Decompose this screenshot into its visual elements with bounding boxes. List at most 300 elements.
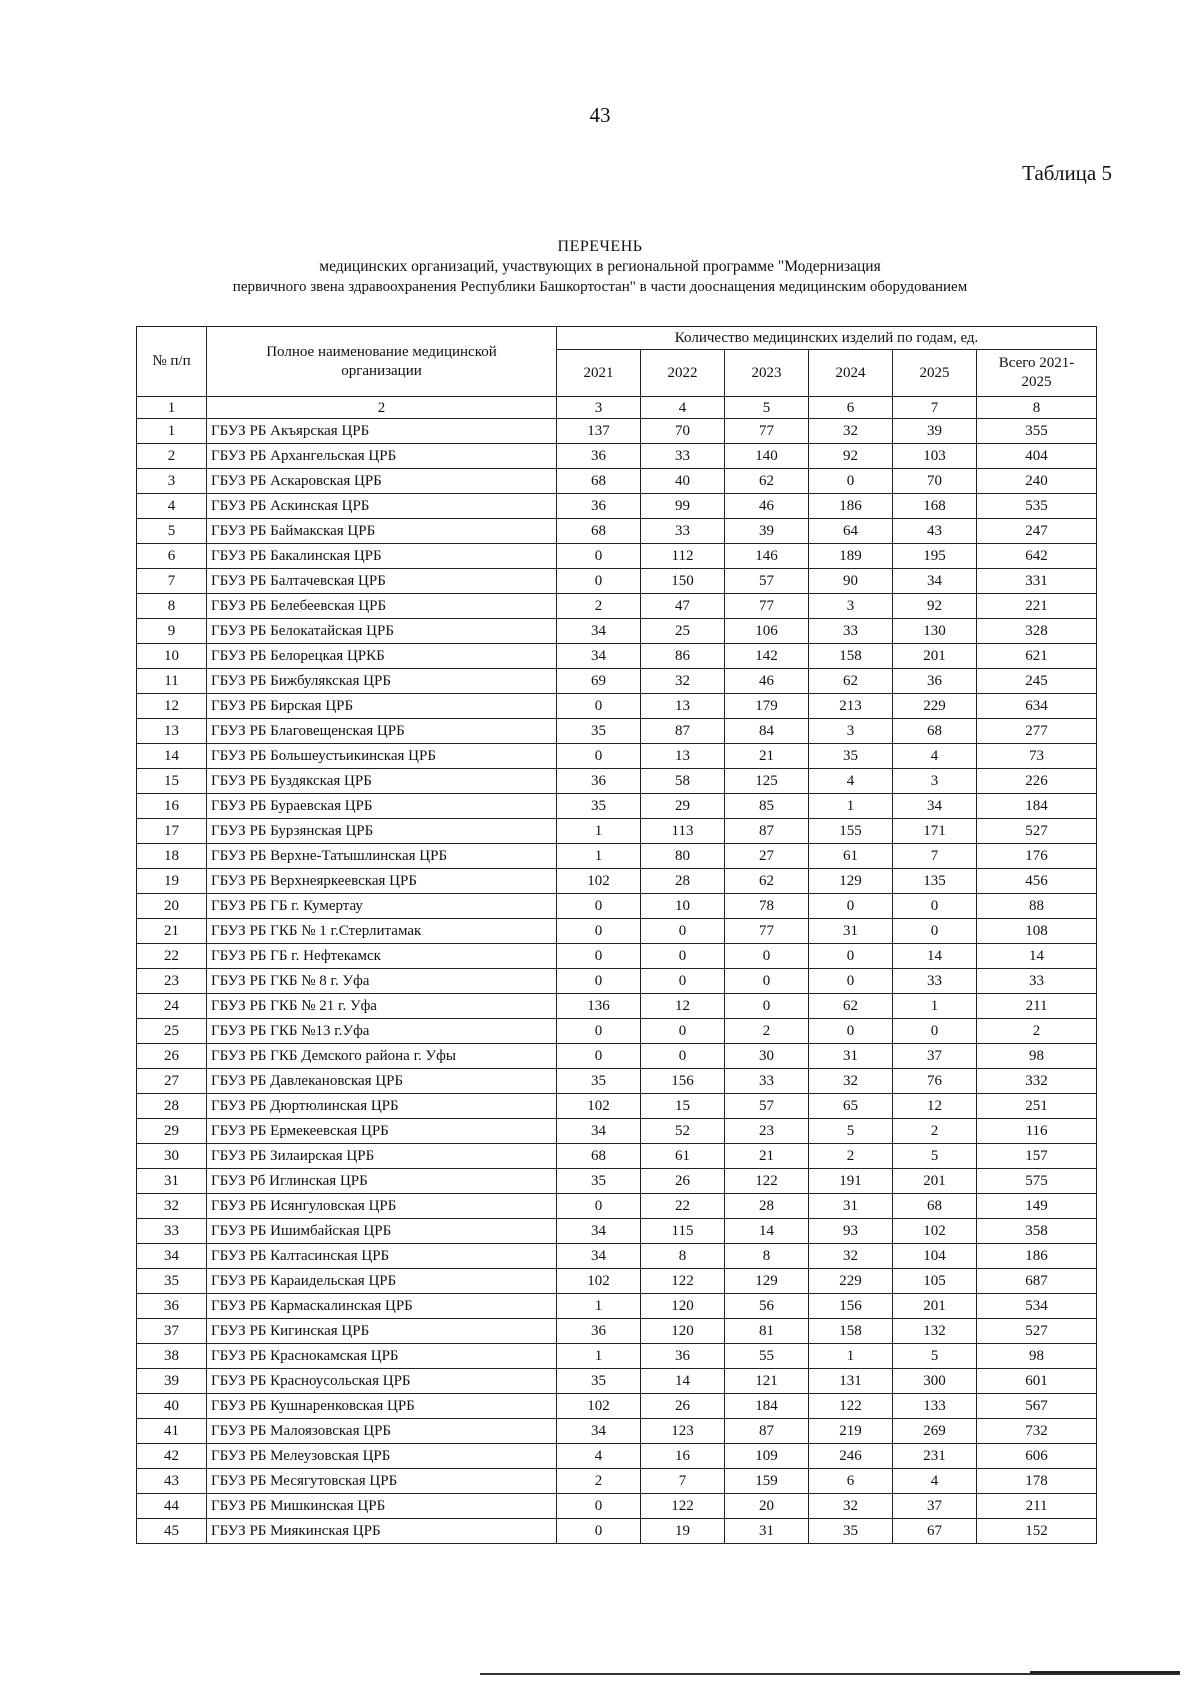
row-number: 37 [137, 1319, 207, 1344]
value-2023: 121 [725, 1369, 809, 1394]
value-2023: 2 [725, 1019, 809, 1044]
value-2023: 109 [725, 1444, 809, 1469]
value-2022: 58 [641, 769, 725, 794]
table-row [137, 544, 1097, 569]
table-row [137, 1119, 1097, 1144]
table-row [137, 1369, 1097, 1394]
header-total: Всего 2021-2025 [977, 350, 1097, 397]
value-2022: 32 [641, 669, 725, 694]
value-2025: 3 [893, 769, 977, 794]
row-number: 19 [137, 869, 207, 894]
column-number: 4 [641, 397, 725, 419]
header-year-2025: 2025 [893, 350, 977, 397]
table-row [137, 1444, 1097, 1469]
value-2022: 36 [641, 1344, 725, 1369]
value-2025: 229 [893, 694, 977, 719]
value-2024: 189 [809, 544, 893, 569]
row-number: 7 [137, 569, 207, 594]
value-2023: 0 [725, 944, 809, 969]
value-2022: 70 [641, 419, 725, 444]
value-2021: 2 [557, 1469, 641, 1494]
value-total: 2 [977, 1019, 1097, 1044]
row-number: 13 [137, 719, 207, 744]
value-2025: 12 [893, 1094, 977, 1119]
value-2021: 136 [557, 994, 641, 1019]
header-year-2021: 2021 [557, 350, 641, 397]
value-total: 404 [977, 444, 1097, 469]
value-2021: 2 [557, 594, 641, 619]
column-number: 3 [557, 397, 641, 419]
value-2021: 36 [557, 494, 641, 519]
value-2022: 15 [641, 1094, 725, 1119]
value-2022: 150 [641, 569, 725, 594]
value-total: 226 [977, 769, 1097, 794]
value-total: 732 [977, 1419, 1097, 1444]
value-2025: 5 [893, 1144, 977, 1169]
heading-line-2: медицинских организаций, участвующих в региональной программе "Модернизация [319, 258, 881, 275]
value-2025: 1 [893, 994, 977, 1019]
value-2025: 14 [893, 944, 977, 969]
organization-name: ГБУЗ РБ Мелеузовская ЦРБ [207, 1444, 557, 1469]
value-2023: 179 [725, 694, 809, 719]
table-row [137, 1044, 1097, 1069]
value-2021: 35 [557, 1369, 641, 1394]
value-2025: 130 [893, 619, 977, 644]
header-name: Полное наименование медицинской организации [207, 327, 557, 397]
row-number: 16 [137, 794, 207, 819]
value-2024: 1 [809, 1344, 893, 1369]
row-number: 25 [137, 1019, 207, 1044]
value-2023: 21 [725, 1144, 809, 1169]
value-2022: 22 [641, 1194, 725, 1219]
value-total: 567 [977, 1394, 1097, 1419]
table-row [137, 1294, 1097, 1319]
value-total: 332 [977, 1069, 1097, 1094]
value-2022: 99 [641, 494, 725, 519]
value-2024: 0 [809, 969, 893, 994]
value-2022: 28 [641, 869, 725, 894]
value-2023: 14 [725, 1219, 809, 1244]
value-2025: 70 [893, 469, 977, 494]
table-row [137, 1144, 1097, 1169]
row-number: 45 [137, 1519, 207, 1544]
row-number: 38 [137, 1344, 207, 1369]
value-2024: 1 [809, 794, 893, 819]
value-2021: 0 [557, 1044, 641, 1069]
value-2025: 36 [893, 669, 977, 694]
value-2024: 32 [809, 1069, 893, 1094]
value-2021: 0 [557, 694, 641, 719]
value-total: 157 [977, 1144, 1097, 1169]
value-2023: 81 [725, 1319, 809, 1344]
value-total: 575 [977, 1169, 1097, 1194]
value-2023: 8 [725, 1244, 809, 1269]
value-2025: 201 [893, 1169, 977, 1194]
value-total: 527 [977, 1319, 1097, 1344]
value-2024: 4 [809, 769, 893, 794]
row-number: 12 [137, 694, 207, 719]
value-2025: 7 [893, 844, 977, 869]
value-2021: 0 [557, 544, 641, 569]
value-total: 211 [977, 1494, 1097, 1519]
value-2025: 103 [893, 444, 977, 469]
value-2025: 2 [893, 1119, 977, 1144]
value-2024: 31 [809, 1044, 893, 1069]
value-2025: 0 [893, 894, 977, 919]
table-row [137, 744, 1097, 769]
value-2023: 77 [725, 419, 809, 444]
value-2023: 21 [725, 744, 809, 769]
value-2023: 62 [725, 869, 809, 894]
organization-name: ГБУЗ РБ ГКБ № 21 г. Уфа [207, 994, 557, 1019]
table-row [137, 1244, 1097, 1269]
value-2022: 26 [641, 1169, 725, 1194]
value-2021: 0 [557, 1194, 641, 1219]
value-2021: 68 [557, 469, 641, 494]
organization-name: ГБУЗ РБ Бирская ЦРБ [207, 694, 557, 719]
table-row [137, 569, 1097, 594]
header-year-2023: 2023 [725, 350, 809, 397]
value-2024: 213 [809, 694, 893, 719]
row-number: 20 [137, 894, 207, 919]
table-row [137, 644, 1097, 669]
value-2021: 1 [557, 844, 641, 869]
value-total: 33 [977, 969, 1097, 994]
value-total: 176 [977, 844, 1097, 869]
value-2023: 159 [725, 1469, 809, 1494]
value-total: 355 [977, 419, 1097, 444]
organization-name: ГБУЗ РБ Балтачевская ЦРБ [207, 569, 557, 594]
value-2023: 146 [725, 544, 809, 569]
table-row [137, 469, 1097, 494]
value-total: 73 [977, 744, 1097, 769]
value-2023: 184 [725, 1394, 809, 1419]
value-2025: 269 [893, 1419, 977, 1444]
value-2024: 158 [809, 644, 893, 669]
value-total: 277 [977, 719, 1097, 744]
value-2025: 67 [893, 1519, 977, 1544]
value-2022: 0 [641, 1019, 725, 1044]
value-2025: 37 [893, 1044, 977, 1069]
value-2021: 0 [557, 569, 641, 594]
column-number: 8 [977, 397, 1097, 419]
value-2024: 186 [809, 494, 893, 519]
value-2021: 1 [557, 819, 641, 844]
value-2024: 31 [809, 1194, 893, 1219]
row-number: 28 [137, 1094, 207, 1119]
organization-name: ГБУЗ РБ Аскаровская ЦРБ [207, 469, 557, 494]
organization-name: ГБУЗ РБ ГКБ Демского района г. Уфы [207, 1044, 557, 1069]
table-row [137, 1519, 1097, 1544]
value-2025: 195 [893, 544, 977, 569]
value-2024: 3 [809, 719, 893, 744]
value-2021: 34 [557, 644, 641, 669]
value-2021: 0 [557, 1494, 641, 1519]
table-row [137, 1319, 1097, 1344]
value-2024: 229 [809, 1269, 893, 1294]
table-row [137, 1219, 1097, 1244]
value-2022: 29 [641, 794, 725, 819]
value-2024: 5 [809, 1119, 893, 1144]
value-2023: 46 [725, 494, 809, 519]
organization-name: ГБУЗ РБ Давлекановская ЦРБ [207, 1069, 557, 1094]
organization-name: ГБУЗ РБ Белорецкая ЦРКБ [207, 644, 557, 669]
value-2025: 4 [893, 1469, 977, 1494]
value-2023: 56 [725, 1294, 809, 1319]
value-2022: 0 [641, 919, 725, 944]
value-2023: 31 [725, 1519, 809, 1544]
table-body [137, 419, 1097, 1544]
value-total: 328 [977, 619, 1097, 644]
value-2022: 26 [641, 1394, 725, 1419]
table-row [137, 619, 1097, 644]
value-2024: 191 [809, 1169, 893, 1194]
organization-name: ГБУЗ РБ Красноусольская ЦРБ [207, 1369, 557, 1394]
value-2025: 68 [893, 1194, 977, 1219]
page-number: 43 [589, 103, 611, 127]
organization-name: ГБУЗ РБ Акъярская ЦРБ [207, 419, 557, 444]
value-2021: 0 [557, 969, 641, 994]
value-2025: 135 [893, 869, 977, 894]
table-row [137, 1194, 1097, 1219]
value-total: 642 [977, 544, 1097, 569]
organization-name: ГБУЗ РБ Караидельская ЦРБ [207, 1269, 557, 1294]
value-2023: 77 [725, 919, 809, 944]
row-number: 8 [137, 594, 207, 619]
value-2022: 25 [641, 619, 725, 644]
organization-name: ГБУЗ РБ ГКБ № 1 г.Стерлитамак [207, 919, 557, 944]
organization-name: ГБУЗ РБ Буздякская ЦРБ [207, 769, 557, 794]
value-2021: 102 [557, 1394, 641, 1419]
value-2021: 36 [557, 1319, 641, 1344]
value-2022: 40 [641, 469, 725, 494]
value-2022: 52 [641, 1119, 725, 1144]
row-number: 1 [137, 419, 207, 444]
value-total: 186 [977, 1244, 1097, 1269]
value-2025: 37 [893, 1494, 977, 1519]
value-2024: 61 [809, 844, 893, 869]
value-2024: 62 [809, 994, 893, 1019]
value-2021: 69 [557, 669, 641, 694]
value-total: 98 [977, 1044, 1097, 1069]
row-number: 4 [137, 494, 207, 519]
value-total: 116 [977, 1119, 1097, 1144]
value-2023: 87 [725, 819, 809, 844]
value-2022: 0 [641, 969, 725, 994]
organization-name: ГБУЗ РБ Краснокамская ЦРБ [207, 1344, 557, 1369]
table-row [137, 819, 1097, 844]
table-row [137, 1344, 1097, 1369]
value-2024: 156 [809, 1294, 893, 1319]
value-2023: 20 [725, 1494, 809, 1519]
value-2024: 33 [809, 619, 893, 644]
organization-name: ГБУЗ РБ Исянгуловская ЦРБ [207, 1194, 557, 1219]
value-2024: 246 [809, 1444, 893, 1469]
table-label: Таблица 5 [1022, 161, 1112, 185]
organization-name: ГБУЗ Рб Иглинская ЦРБ [207, 1169, 557, 1194]
row-number: 34 [137, 1244, 207, 1269]
value-2024: 32 [809, 1244, 893, 1269]
value-2021: 36 [557, 444, 641, 469]
value-2023: 23 [725, 1119, 809, 1144]
value-2022: 122 [641, 1494, 725, 1519]
value-total: 211 [977, 994, 1097, 1019]
value-2024: 92 [809, 444, 893, 469]
value-total: 527 [977, 819, 1097, 844]
footer-rule-thick [1030, 1671, 1180, 1674]
value-2023: 33 [725, 1069, 809, 1094]
row-number: 22 [137, 944, 207, 969]
row-number: 26 [137, 1044, 207, 1069]
table-row [137, 1469, 1097, 1494]
organization-name: ГБУЗ РБ Кигинская ЦРБ [207, 1319, 557, 1344]
value-total: 14 [977, 944, 1097, 969]
value-2022: 7 [641, 1469, 725, 1494]
value-2023: 0 [725, 969, 809, 994]
value-2023: 57 [725, 1094, 809, 1119]
value-2021: 1 [557, 1344, 641, 1369]
table-row [137, 494, 1097, 519]
table-row [137, 969, 1097, 994]
value-2022: 19 [641, 1519, 725, 1544]
table-row [137, 944, 1097, 969]
table-row [137, 919, 1097, 944]
organization-name: ГБУЗ РБ Мишкинская ЦРБ [207, 1494, 557, 1519]
value-2021: 34 [557, 1219, 641, 1244]
value-2023: 39 [725, 519, 809, 544]
row-number: 23 [137, 969, 207, 994]
row-number: 36 [137, 1294, 207, 1319]
value-2022: 80 [641, 844, 725, 869]
value-2021: 102 [557, 1094, 641, 1119]
value-2023: 140 [725, 444, 809, 469]
value-2023: 28 [725, 1194, 809, 1219]
row-number: 9 [137, 619, 207, 644]
value-2025: 105 [893, 1269, 977, 1294]
value-2025: 34 [893, 794, 977, 819]
value-2021: 35 [557, 794, 641, 819]
value-2022: 113 [641, 819, 725, 844]
value-2022: 112 [641, 544, 725, 569]
value-2024: 0 [809, 894, 893, 919]
value-total: 456 [977, 869, 1097, 894]
row-number: 27 [137, 1069, 207, 1094]
organization-name: ГБУЗ РБ Бураевская ЦРБ [207, 794, 557, 819]
value-total: 247 [977, 519, 1097, 544]
value-2022: 120 [641, 1294, 725, 1319]
organization-name: ГБУЗ РБ Большеустьикинская ЦРБ [207, 744, 557, 769]
value-2024: 32 [809, 1494, 893, 1519]
value-total: 251 [977, 1094, 1097, 1119]
table-row [137, 1169, 1097, 1194]
value-2021: 35 [557, 1169, 641, 1194]
value-2023: 122 [725, 1169, 809, 1194]
value-2021: 35 [557, 719, 641, 744]
value-total: 601 [977, 1369, 1097, 1394]
value-2021: 4 [557, 1444, 641, 1469]
value-2023: 87 [725, 1419, 809, 1444]
value-2024: 158 [809, 1319, 893, 1344]
value-total: 98 [977, 1344, 1097, 1369]
value-2023: 62 [725, 469, 809, 494]
organization-name: ГБУЗ РБ Аскинская ЦРБ [207, 494, 557, 519]
value-2024: 122 [809, 1394, 893, 1419]
organization-name: ГБУЗ РБ Ишимбайская ЦРБ [207, 1219, 557, 1244]
table-row [137, 669, 1097, 694]
column-number: 5 [725, 397, 809, 419]
value-2023: 46 [725, 669, 809, 694]
organization-name: ГБУЗ РБ Дюртюлинская ЦРБ [207, 1094, 557, 1119]
value-2025: 0 [893, 919, 977, 944]
value-total: 358 [977, 1219, 1097, 1244]
row-number: 5 [137, 519, 207, 544]
value-2021: 0 [557, 744, 641, 769]
row-number: 6 [137, 544, 207, 569]
table-row [137, 769, 1097, 794]
value-2025: 76 [893, 1069, 977, 1094]
value-total: 606 [977, 1444, 1097, 1469]
value-2025: 104 [893, 1244, 977, 1269]
value-2024: 62 [809, 669, 893, 694]
value-total: 245 [977, 669, 1097, 694]
value-total: 534 [977, 1294, 1097, 1319]
value-2025: 201 [893, 1294, 977, 1319]
table-row [137, 594, 1097, 619]
value-2024: 0 [809, 944, 893, 969]
value-total: 634 [977, 694, 1097, 719]
value-2023: 57 [725, 569, 809, 594]
value-2024: 2 [809, 1144, 893, 1169]
header-year-2024: 2024 [809, 350, 893, 397]
row-number: 14 [137, 744, 207, 769]
value-2022: 86 [641, 644, 725, 669]
value-2025: 34 [893, 569, 977, 594]
value-2022: 123 [641, 1419, 725, 1444]
value-2021: 102 [557, 869, 641, 894]
row-number: 29 [137, 1119, 207, 1144]
organization-name: ГБУЗ РБ Кармаскалинская ЦРБ [207, 1294, 557, 1319]
value-2022: 14 [641, 1369, 725, 1394]
value-total: 535 [977, 494, 1097, 519]
value-total: 184 [977, 794, 1097, 819]
table-row [137, 844, 1097, 869]
row-number: 44 [137, 1494, 207, 1519]
value-2023: 78 [725, 894, 809, 919]
table-row [137, 894, 1097, 919]
table-row [137, 444, 1097, 469]
row-number: 11 [137, 669, 207, 694]
row-number: 24 [137, 994, 207, 1019]
row-number: 33 [137, 1219, 207, 1244]
organizations-table [136, 326, 1097, 1544]
table-row [137, 1494, 1097, 1519]
value-2024: 219 [809, 1419, 893, 1444]
value-2023: 84 [725, 719, 809, 744]
value-2021: 0 [557, 944, 641, 969]
table-row [137, 1419, 1097, 1444]
value-2023: 0 [725, 994, 809, 1019]
row-number: 21 [137, 919, 207, 944]
header-num: № п/п [137, 327, 207, 397]
value-2023: 106 [725, 619, 809, 644]
value-total: 221 [977, 594, 1097, 619]
value-2024: 0 [809, 1019, 893, 1044]
row-number: 17 [137, 819, 207, 844]
value-2025: 43 [893, 519, 977, 544]
value-2024: 3 [809, 594, 893, 619]
value-total: 240 [977, 469, 1097, 494]
table-row [137, 1094, 1097, 1119]
